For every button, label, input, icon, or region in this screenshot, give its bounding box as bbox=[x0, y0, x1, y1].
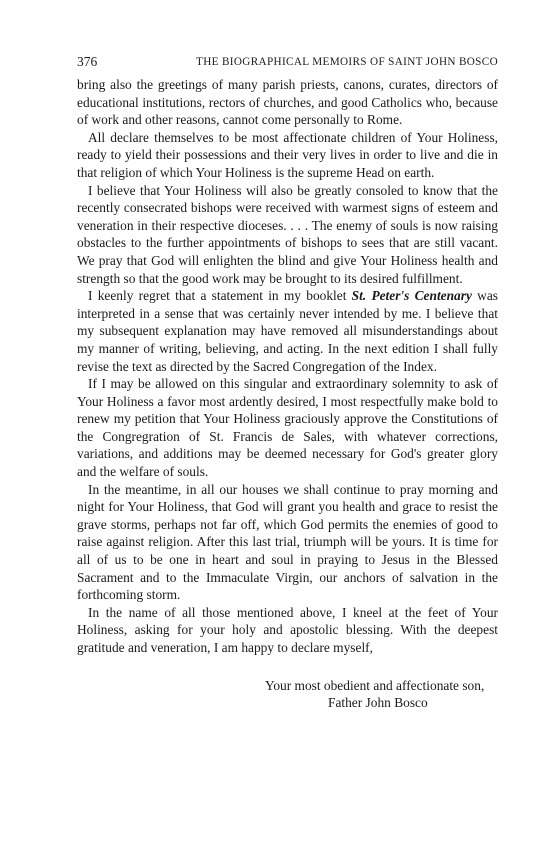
paragraph-1: bring also the greetings of many parish priests, canons, curates, directors of educational institutions, rectors of churches, and good Catholics who, because of work and other reasons, cannot come personally to Rome. bbox=[77, 77, 498, 128]
paragraph-4 bbox=[77, 287, 498, 375]
valediction: Your most obedient and affectionate son, bbox=[265, 677, 485, 693]
paragraph-7: In the name of all those mentioned above, I kneel at the feet of Your Holiness, asking for your holy and apostolic blessing. With the deepest gratitude and veneration, I am happy to declare myself, bbox=[77, 604, 498, 655]
paragraph-4-after: was interpreted in a sense that was certainly never intended by me. I believe that my subsequent explanation may have removed all misunderstandings about my manner of writing, believing, and acting. In the next edition I shall fully revise the text as directed by the Sacred Congregation of the Index. bbox=[77, 288, 498, 374]
paragraph-3: I believe that Your Holiness will also be greatly consoled to know that the recently consecrated bishops were received with warmest signs of esteem and veneration in their respective dioceses. . . . The enemy of souls is now raising obstacles to the further appointments of bishops to sees that are still vacant. We pray that God will enlighten the blind and give Your Holiness health and strength so that the good work may be brought to its desired fulfillment. bbox=[77, 182, 498, 286]
running-title: THE BIOGRAPHICAL MEMOIRS OF SAINT JOHN BOSCO bbox=[196, 56, 498, 68]
letter-body bbox=[77, 76, 498, 657]
book-page bbox=[77, 52, 498, 712]
paragraph-5: If I may be allowed on this singular and extraordinary solemnity to ask of Your Holiness a favor most ardently desired, I most respectfully make bold to renew my petition that Your Holiness graciously approve the Constitutions of the Congregration of St. Francis de Sales, with whatever corrections, variations, and additions may be deemed necessary for God's greater glory and the welfare of souls. bbox=[77, 376, 498, 480]
paragraph-4-before: I keenly regret that a statement in my booklet bbox=[88, 288, 352, 304]
paragraph-2: All declare themselves to be most affectionate children of Your Holiness, ready to yield their possessions and their very lives in order to live and die in that religion of which Your Holiness is the supreme Head on earth. bbox=[77, 129, 498, 180]
page-number: 376 bbox=[77, 54, 98, 69]
signature: Father John Bosco bbox=[328, 695, 428, 711]
letter-closing bbox=[77, 677, 498, 712]
running-head bbox=[77, 52, 498, 72]
paragraph-6: In the meantime, in all our houses we shall continue to pray morning and night for Your Holiness, that God will grant you health and grace to resist the grave storms, perhaps not far off, which God permits the enemies of good to raise against religion. After this last trial, triumph will be yours. It is time for all of us to be one in heart and soul in praying to Jesus in the Blessed Sacrament and to the Immaculate Virgin, our anchors of salvation in the forthcoming storm. bbox=[77, 481, 498, 603]
booklet-title: St. Peter's Centenary bbox=[351, 288, 472, 304]
